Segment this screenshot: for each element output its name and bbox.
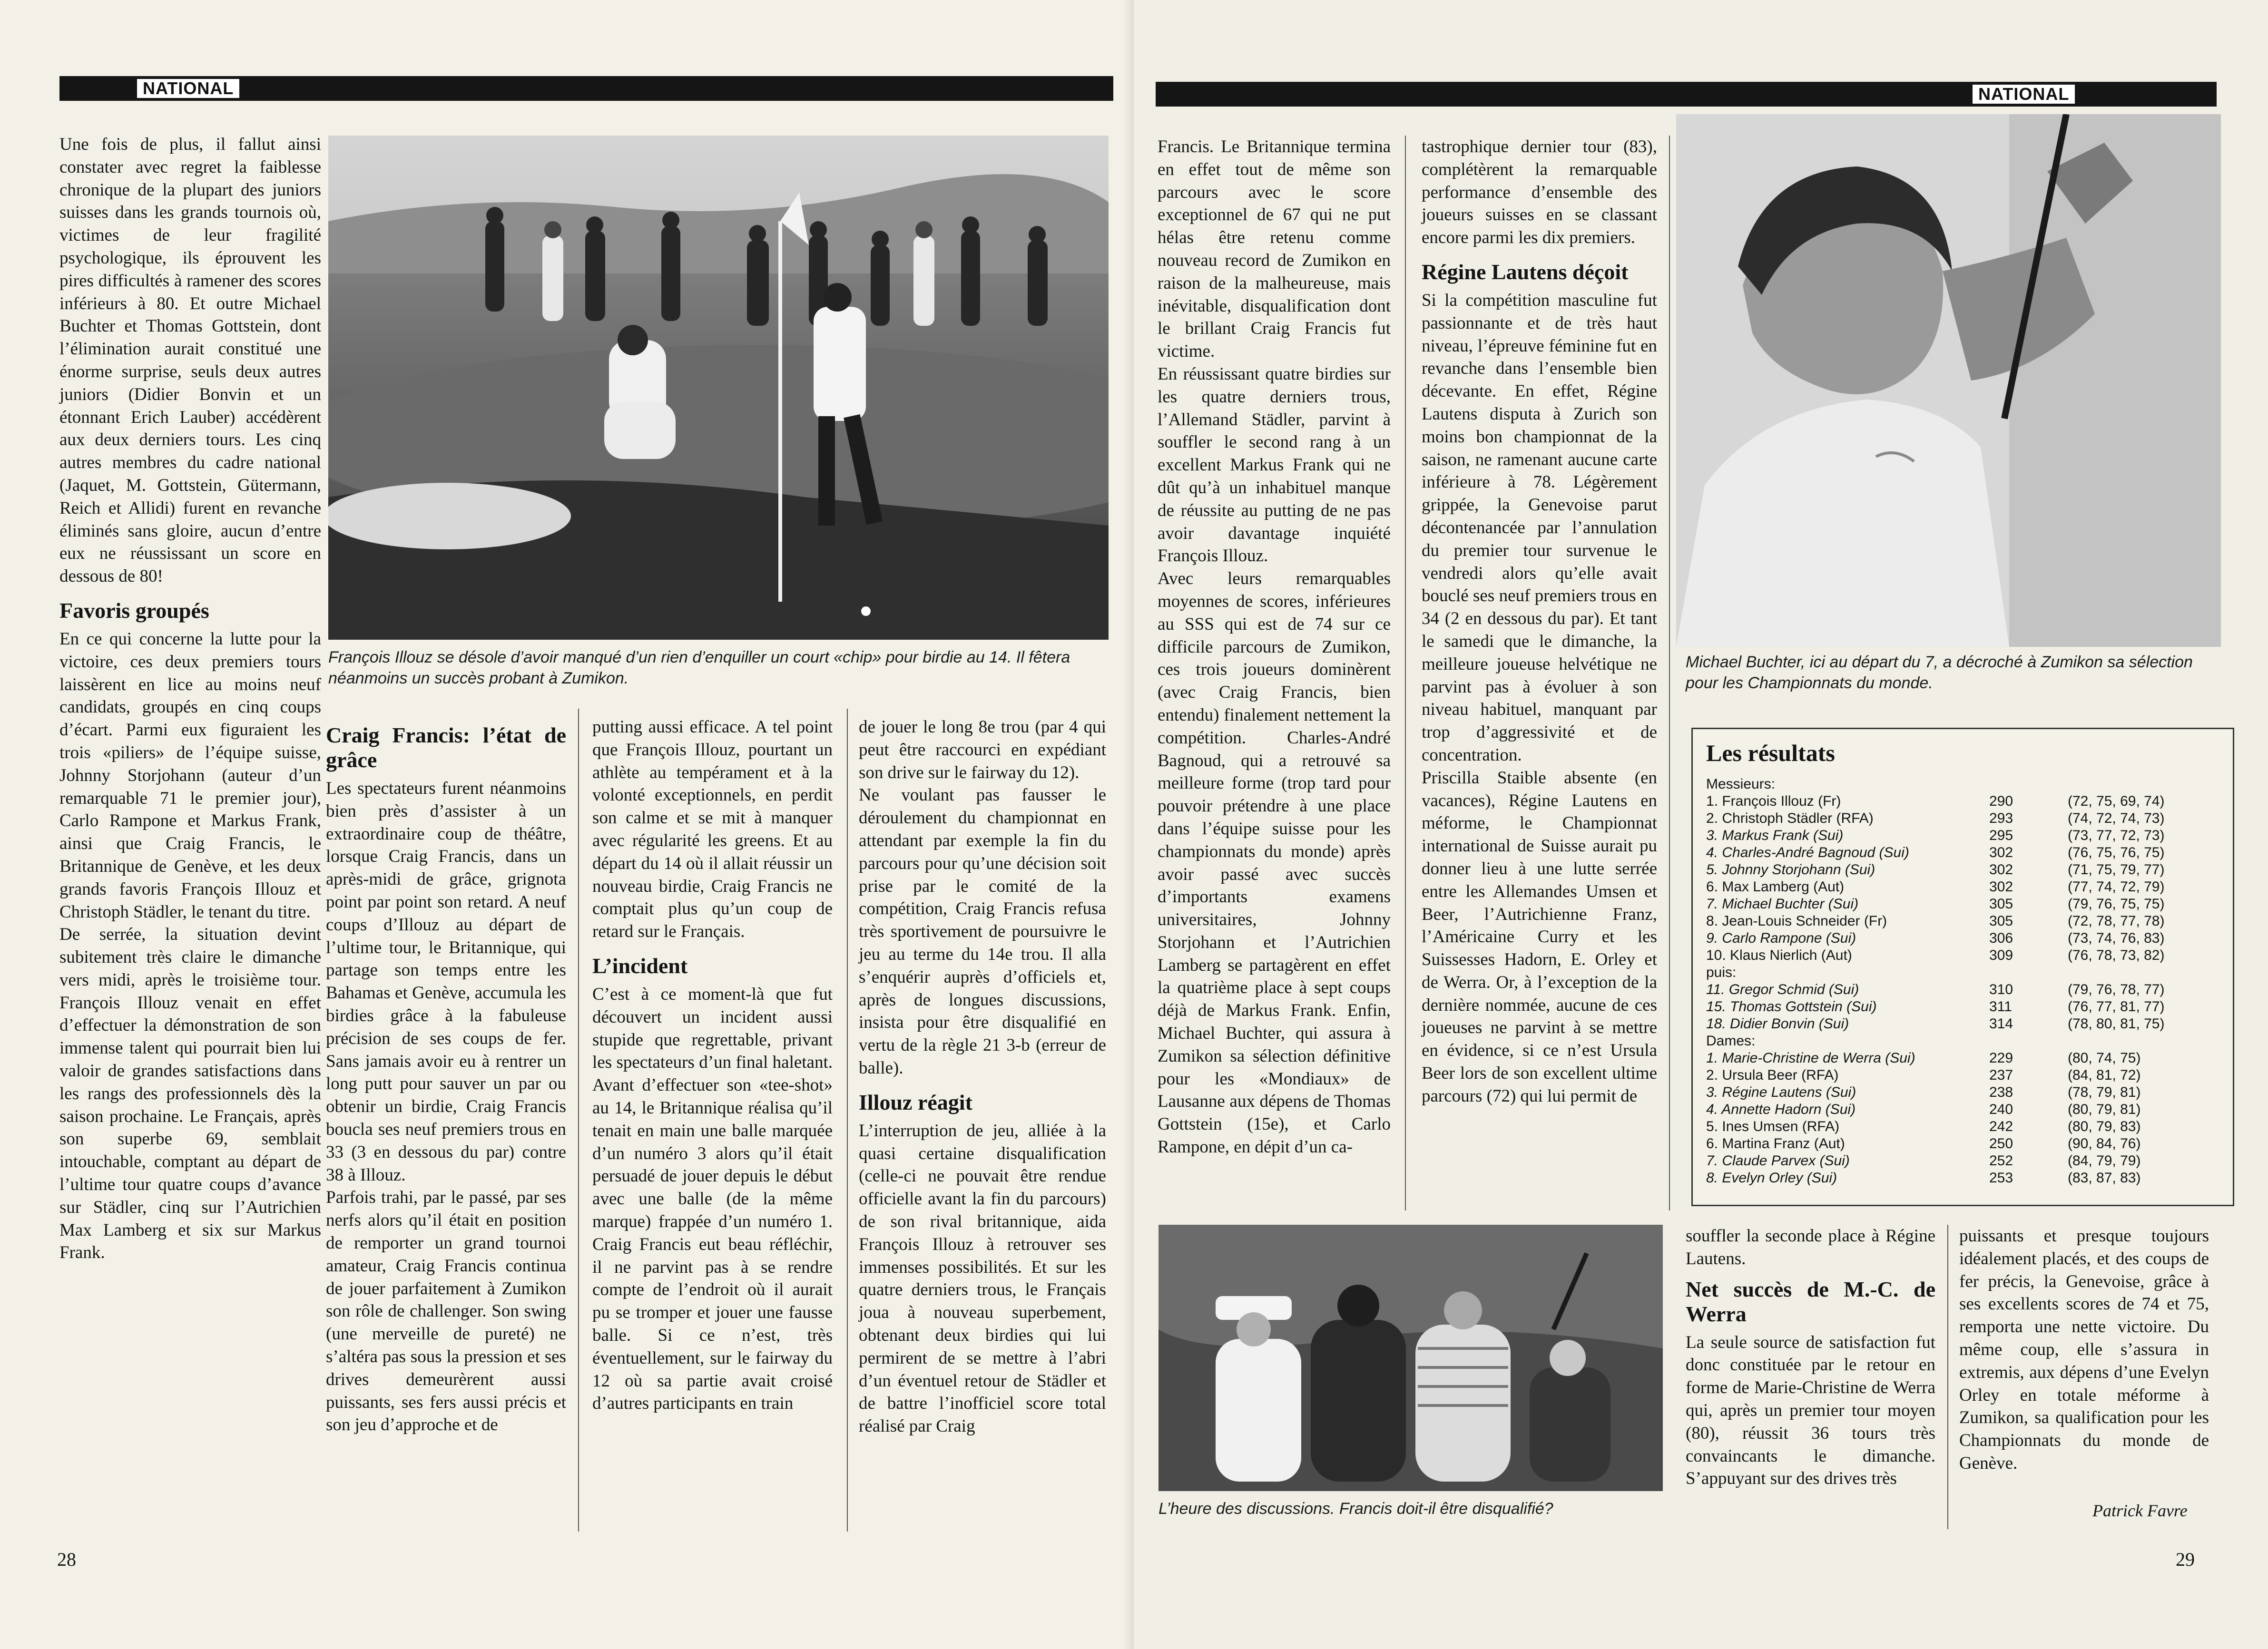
left-col-1 (59, 133, 321, 1264)
paragraph: Ne voulant pas fausser le déroulement du championnat en attendant par exemple la fin du parcours pour qu’une décision soit prise par le comité de la compétition, Craig Francis refusa très sportivement de poursuivre le jeu au terme du 14e trou. Il alla s’enquérir auprès d’officiels et, après de longues discussions, insista pour être disqualifié en vertu de la règle 21 3-b (erreur de balle). (859, 785, 1106, 1078)
photo-buchter-portrait (1676, 114, 2221, 647)
result-score: 290 (1989, 793, 2013, 809)
result-player: 8. Evelyn Orley (Sui) (1706, 1170, 1837, 1186)
result-score: 240 (1989, 1102, 2013, 1117)
result-player: 11. Gregor Schmid (Sui) (1706, 982, 1859, 997)
results-section-label: Messieurs: (1706, 776, 1776, 792)
result-score: 242 (1989, 1119, 2013, 1134)
result-player: 15. Thomas Gottstein (Sui) (1706, 999, 1877, 1015)
result-row (1706, 998, 2225, 1015)
result-player: 2. Christoph Städler (RFA) (1706, 810, 1874, 826)
result-player: 1. François Illouz (Fr) (1706, 793, 1841, 809)
result-rounds: (78, 79, 81) (2068, 1084, 2141, 1100)
section-label-left: NATIONAL (136, 78, 241, 99)
paragraph: puissants et presque toujours idéalement placés, et des coups de fer précis, la Genevoise, grâce à ses excellents scores de 74 et 75, remporta une nette victoire. Du même coup, elle s’assura in extremis, aux dépens d’une Evelyn Orley en totale méforme à Zumikon, sa qualification pour les Championnats du monde de Genève. (1959, 1226, 2209, 1473)
result-row (1706, 1152, 2225, 1170)
result-rounds: (77, 74, 72, 79) (2068, 879, 2165, 895)
result-rounds: (83, 87, 83) (2068, 1170, 2141, 1186)
paragraph: de jouer le long 8e trou (par 4 qui peut être raccourci en expédiant son drive sur le fairway du 12). (859, 717, 1106, 782)
result-rounds: (76, 78, 73, 82) (2068, 947, 2165, 963)
paragraph: souffler la seconde place à Régine Lautens. (1686, 1226, 1935, 1268)
result-rounds: (72, 75, 69, 74) (2068, 793, 2165, 809)
paragraph: C’est à ce moment-là que fut découvert un incident aussi stupide que regrettable, privant les spectateurs d’un final haletant. Avant d’effectuer son «tee-shot» au 14, le Britannique réalisa qu’il tenait en main une balle marquée d’un numéro 3 alors qu’il était persuadé de jouer depuis le début avec une balle (de la même marque) frappée d’un numéro 1. Craig Francis eut beau réfléchir, il ne parvint pas à se rendre compte de l’endroit où il aurait pu se tromper et jouer une fausse balle. Si ce n’est, très éventuellement, sur le fairway du 12 où sa partie avait croisé d’autres participants en train (592, 984, 833, 1414)
column-rule (578, 709, 579, 1532)
result-rounds: (74, 72, 74, 73) (2068, 810, 2165, 826)
paragraph: Francis. Le Britannique termina en effet tout de même son parcours avec le score exceptionnel de 67 qui ne put hélas être retenu comme nouveau record de Zumikon en raison de la malheureuse, mais inévitable, disqualification dont le brillant Craig Francis fut victime. (1158, 137, 1391, 361)
portrait-caption: Michael Buchter, ici au départ du 7, a décroché à Zumikon sa sélection pour les Championnats du monde. (1686, 653, 2193, 692)
result-score: 309 (1989, 947, 2013, 963)
result-score: 238 (1989, 1084, 2013, 1100)
result-score: 302 (1989, 845, 2013, 860)
result-rounds: (73, 77, 72, 73) (2068, 828, 2165, 843)
result-rounds: (73, 74, 76, 83) (2068, 930, 2165, 946)
result-player: 4. Charles-André Bagnoud (Sui) (1706, 845, 1909, 860)
result-player: 18. Didier Bonvin (Sui) (1706, 1016, 1849, 1032)
result-rounds: (78, 80, 81, 75) (2068, 1016, 2165, 1032)
result-score: 310 (1989, 982, 2013, 997)
results-title: Les résultats (1706, 740, 1835, 766)
subheading: Favoris groupés (59, 598, 209, 623)
result-player: 3. Régine Lautens (Sui) (1706, 1084, 1856, 1100)
result-score: 302 (1989, 862, 2013, 878)
result-row (1706, 930, 2225, 947)
result-score: 306 (1989, 930, 2013, 946)
result-rounds: (79, 76, 78, 77) (2068, 982, 2165, 997)
result-player: 7. Michael Buchter (Sui) (1706, 896, 1859, 912)
result-rounds: (80, 79, 81) (2068, 1102, 2141, 1117)
result-score: 311 (1989, 999, 2012, 1015)
result-player: 4. Annette Hadorn (Sui) (1706, 1102, 1856, 1117)
result-score: 293 (1989, 810, 2013, 826)
result-score: 305 (1989, 896, 2013, 912)
result-player: 3. Markus Frank (Sui) (1706, 828, 1844, 843)
subheading: L’incident (592, 953, 688, 978)
results-men (1706, 793, 2225, 964)
result-player: 1. Marie-Christine de Werra (Sui) (1706, 1050, 1915, 1066)
section-label-right: NATIONAL (1971, 83, 2076, 105)
result-row (1706, 878, 2225, 896)
column-rule (847, 709, 848, 1532)
result-rounds: (90, 84, 76) (2068, 1136, 2141, 1151)
result-row (1706, 793, 2225, 810)
result-row (1706, 913, 2225, 930)
paragraph: L’interruption de jeu, alliée à la quasi certaine disqualification (celle-ci ne pouvait être rendue officielle avant la fin du parcours) de son rival britannique, aida François Illouz à retrouver ses immenses possibilités. Et sur les quatre derniers trous, le Français joua à nouveau superbement, obtenant deux birdies qui lui permirent de se mettre à l’abri d’un éventuel retour de Städler et de battre l’inofficiel score total réalisé par Craig (859, 1121, 1106, 1436)
result-row (1706, 827, 2225, 844)
result-row (1706, 896, 2225, 913)
column-rule (1405, 136, 1406, 1210)
paragraph: Avec leurs remarquables moyennes de scores, inférieures au SSS qui est de 74 sur ce difficile parcours de Zumikon, ces trois joueurs dominèrent (avec Craig Francis, bien entendu) finalement nettement la compétition. Charles-André Bagnoud, qui a retrouvé sa meilleure forme (trop tard pour pouvoir prétendre à une place dans l’équipe suisse pour les championnats du monde) après avoir passé avec succès d’importants examens universitaires, Johnny Storjohann et l’Autrichien Lamberg se partagèrent en effet la quatrième place à sept coups déjà de Markus Frank. Enfin, Michael Buchter, qui assura à Zumikon sa sélection définitive pour les «Mondiaux» de Lausanne aux dépens de Thomas Gottstein (15e), et Carlo Rampone, en dépit d’un ca- (1158, 569, 1391, 1157)
subheading: Net succès de M.-C. de Werra (1686, 1277, 1935, 1326)
result-score: 252 (1989, 1153, 2013, 1169)
page-number-right: 29 (2176, 1549, 2195, 1570)
paragraph: De serrée, la situation devint subitement très claire le dimanche vers midi, après le troisième tour. François Illouz venait en effet d’effectuer la démonstration de son immense talent qui pourrait bien lui valoir de grandes satisfactions dans les rangs des professionnels dès la saison prochaine. Le Français, après son superbe 69, semblait intouchable, comptant au départ de l’ultime tour quatre coups d’avance sur Städler, cinq sur l’Autrichien Max Lamberg et six sur Markus Frank. (59, 925, 321, 1263)
result-rounds: (76, 75, 76, 75) (2068, 845, 2165, 860)
paragraph: tastrophique dernier tour (83), complétèrent la remarquable performance d’ensemble des joueurs suisses en se classant encore parmi les dix premiers. (1422, 137, 1657, 248)
result-rounds: (84, 79, 79) (2068, 1153, 2141, 1169)
result-row (1706, 1101, 2225, 1118)
results-section-label: puis: (1706, 965, 1737, 980)
results-section-label: Dames: (1706, 1033, 1756, 1049)
paragraph: Une fois de plus, il fallut ainsi constater avec regret la faiblesse chronique de la plupart des juniors suisses dans les grands tournois où, victimes de leur fragilité psychologique, ils éprouvent les pires difficultés à ramener des scores inférieurs à 80. Et outre Michael Buchter et Thomas Gottstein, dont l’élimination aurait constitué une énorme surprise, seuls deux autres juniors (Didier Bonvin et un étonnant Erich Lauber) accédèrent aux deux derniers tours. Les cinq autres membres du cadre national (Jaquet, M. Gottstein, Gütermann, Reich et Allidi) furent en revanche éliminés sans gloire, aucun d’entre eux ne réussissant un score en dessous de 80! (59, 135, 321, 586)
result-player: 8. Jean-Louis Schneider (Fr) (1706, 913, 1887, 929)
result-score: 305 (1989, 913, 2013, 929)
result-row (1706, 1050, 2225, 1067)
result-rounds: (72, 78, 77, 78) (2068, 913, 2165, 929)
result-score: 302 (1989, 879, 2013, 895)
photo-discussion-group (1159, 1225, 1663, 1491)
results-then (1706, 981, 2225, 1033)
right-col-3 (1686, 1225, 1935, 1490)
result-player: 6. Max Lamberg (Aut) (1706, 879, 1845, 895)
subheading: Illouz réagit (859, 1090, 972, 1114)
result-score: 250 (1989, 1136, 2013, 1151)
result-rounds: (79, 76, 75, 75) (2068, 896, 2165, 912)
result-player: 5. Johnny Storjohann (Sui) (1706, 862, 1875, 878)
result-row (1706, 1170, 2225, 1187)
result-row (1706, 1015, 2225, 1033)
result-player: 2. Ursula Beer (RFA) (1706, 1067, 1839, 1083)
result-player: 6. Martina Franz (Aut) (1706, 1136, 1845, 1151)
right-col-4 (1959, 1225, 2209, 1475)
left-col-4 (859, 716, 1106, 1438)
subheading: Régine Lautens déçoit (1422, 259, 1629, 284)
result-player: 9. Carlo Rampone (Sui) (1706, 930, 1856, 946)
result-score: 237 (1989, 1067, 2013, 1083)
result-player: 7. Claude Parvex (Sui) (1706, 1153, 1850, 1169)
paragraph: putting aussi efficace. A tel point que François Illouz, pourtant un athlète au tempérament et à la volonté exceptionnels, en perdit son calme et se mit à manquer avec régularité les greens. Et au départ du 14 où il allait réussir un nouveau birdie, Craig Francis ne comptait plus qu’un coup de retard sur le Français. (592, 717, 833, 942)
results-women (1706, 1050, 2225, 1187)
right-col-2 (1422, 136, 1657, 1108)
result-row (1706, 981, 2225, 998)
result-row (1706, 1067, 2225, 1084)
result-score: 314 (1989, 1016, 2013, 1032)
result-rounds: (80, 74, 75) (2068, 1050, 2141, 1066)
result-row (1706, 861, 2225, 878)
result-player: 5. Ines Umsen (RFA) (1706, 1119, 1840, 1134)
page-number-left: 28 (57, 1549, 76, 1570)
column-rule (1947, 1225, 1948, 1529)
column-rule (1669, 136, 1670, 1210)
paragraph: En ce qui concerne la lutte pour la victoire, ces deux premiers tours laissèrent en lice au moins neuf candidats, groupés en cinq coups d’écart. Parmi eux figuraient les trois «piliers» de l’équipe suisse, Johnny Storjohann (auteur d’un remarquable 71 le premier jour), Carlo Rampone et Markus Frank, ainsi que Craig Francis, le Britannique de Genève, et les deux grands favoris François Illouz et Christoph Städler, le tenant du titre. (59, 629, 321, 922)
result-row (1706, 947, 2225, 964)
result-rounds: (84, 81, 72) (2068, 1067, 2141, 1083)
result-score: 295 (1989, 828, 2013, 843)
left-col-3 (592, 716, 833, 1415)
result-rounds: (76, 77, 81, 77) (2068, 999, 2165, 1015)
results-table (1691, 728, 2234, 1206)
paragraph: Si la compétition masculine fut passionnante et de très haut niveau, l’épreuve féminine fut en revanche dans l’ensemble bien décevante. En effet, Régine Lautens disputa à Zurich son moins bon championnat de la saison, ne ramenant aucune carte inférieure à 78. Légèrement grippée, la Genevoise parut décontenancée par l’annulation du premier tour survenue le vendredi alors qu’elle avait bouclé ses neuf premiers trous en 34 (2 en dessous du par). Et tant le samedi que le dimanche, la meilleure joueuse helvétique ne parvint pas à évoluer à son niveau habituel, manquant par trop d’aggressivité et de concentration. (1422, 290, 1657, 765)
photo-caption-left: François Illouz se désole d’avoir manqué d’un rien d’enquiller un court «chip» pour birdie au 14. Il fêtera néanmoins un succès probant à Zumikon. (328, 648, 1070, 687)
paragraph: Les spectateurs furent néanmoins bien près d’assister à un extraordinaire coup de théâtre, lorsque Craig Francis, dans un après-midi de grâce, grignota point par point son retard. A neuf coups d’Illouz au départ de l’ultime tour, le Britannique, qui partage son temps entre les Bahamas et Genève, accumula les birdies grâce à la fabuleuse précision de ses coups de fer. Sans jamais avoir eu à rentrer un long putt pour sauver un par ou obtenir un birdie, Craig Francis boucla ses neuf premiers trous en 33 (3 en dessous du par) contre 38 à Illouz. (326, 779, 566, 1185)
author-signature: Patrick Favre (2092, 1501, 2188, 1520)
result-rounds: (80, 79, 83) (2068, 1119, 2141, 1134)
results-rows (1706, 776, 2225, 1187)
paragraph: En réussissant quatre birdies sur les quatre derniers trous, l’Allemand Städler, parvint à souffler le second rang à un excellent Markus Frank qui ne dût qu’à un inhabituel manque de réussite au putting de ne pas avoir davantage inquiété François Illouz. (1158, 364, 1391, 566)
group-caption: L’heure des discussions. Francis doit-il être disqualifié? (1159, 1500, 1553, 1518)
subheading: Craig Francis: l’état de grâce (326, 723, 566, 772)
result-row (1706, 1135, 2225, 1152)
paragraph: La seule source de satisfaction fut donc constituée par le retour en forme de Marie-Christine de Werra qui, après un premier tour moyen (80), réussit 36 tours très convaincants le dimanche. S’appuyant sur des drives très (1686, 1332, 1935, 1489)
result-score: 229 (1989, 1050, 2013, 1066)
paragraph: Priscilla Staible absente (en vacances), Régine Lautens en méforme, le Championnat international de Suisse aurait pu donner lieu à une lutte serrée entre les Allemandes Umsen et Beer, l’Autrichienne Franz, l’Américaine Curry et les Suissesses Hadorn, E. Orley et de Werra. Or, à l’exception de la dernière nommée, aucune de ces joueuses ne parvint à se mettre en évidence, si ce n’est Ursula Beer lors de son excellent ultime parcours (72) qui lui permit de (1422, 768, 1657, 1106)
right-col-1 (1158, 136, 1391, 1159)
photo-illouz-green (328, 136, 1109, 640)
paragraph: Parfois trahi, par le passé, par ses nerfs alors qu’il était en position de remporter un grand tournoi amateur, Craig Francis continua de jouer parfaitement à Zumikon son rôle de challenger. Son swing (une merveille de pureté) ne s’altéra pas sous la pression et ses drives demeurèrent aussi puissants, ses fers aussi précis et son jeu d’approche et de (326, 1188, 566, 1435)
result-row (1706, 844, 2225, 861)
left-col-2 (326, 723, 566, 1436)
result-rounds: (71, 75, 79, 77) (2068, 862, 2165, 878)
result-score: 253 (1989, 1170, 2013, 1186)
result-row (1706, 810, 2225, 827)
result-row (1706, 1118, 2225, 1135)
result-player: 10. Klaus Nierlich (Aut) (1706, 947, 1852, 963)
result-row (1706, 1084, 2225, 1101)
